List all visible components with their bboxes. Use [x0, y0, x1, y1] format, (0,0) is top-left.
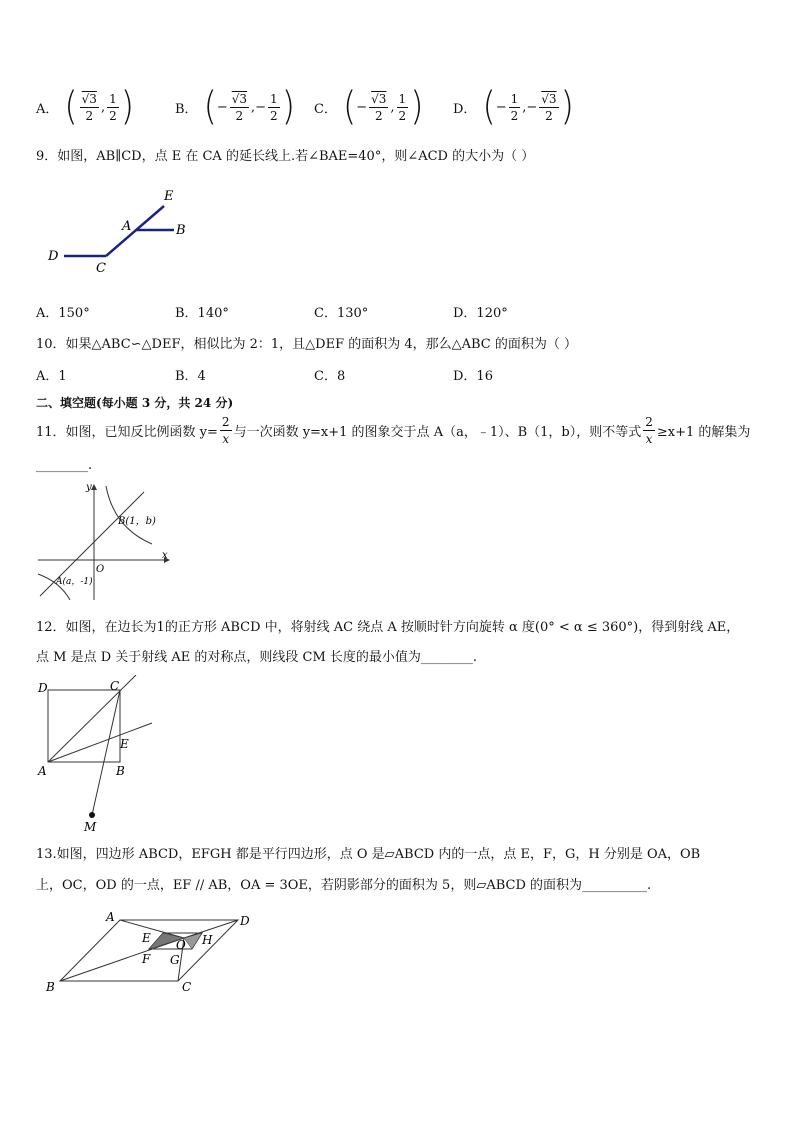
question-12-line1: 12．如图，在边长为1的正方形 ABCD 中，将射线 AC 绕点 A 按顺时针方向旋转 α 度(0° < α ≤ 360°)，得到射线 AE，: [36, 620, 740, 635]
q10-option-d: D．16: [453, 369, 493, 384]
label-M: M: [84, 820, 97, 834]
q11-figure: [36, 478, 176, 602]
comma: ,: [100, 99, 106, 115]
fraction: $\frac{1}{2}$: [398, 91, 407, 123]
q9-option-d: D．120°: [453, 306, 508, 321]
option-a: [36, 84, 134, 130]
label-D: D: [240, 914, 250, 928]
fraction: $\frac{√3}{2}$: [81, 91, 97, 123]
option-label: D．: [453, 101, 477, 117]
left-paren: (: [203, 84, 217, 130]
section-title: 二、填空题(每小题 3 分，共 24 分): [36, 396, 234, 410]
question-9-text: 9．如图，AB∥CD，点 E 在 CA 的延长线上.若∠BAE=40°，则∠ACD 的大小为（ ）: [36, 149, 535, 164]
right-paren: ): [410, 84, 424, 130]
option-d: [453, 84, 574, 130]
q11-text-b: 与一次函数 y=x+1 的图象交于点 A（a，﹣1）、B（1，b），则不等式: [233, 424, 642, 440]
question-10-text: 10．如果△ABC∽△DEF，相似比为 2：1，且△DEF 的面积为 4，那么△ABC 的面积为（ ）: [36, 337, 578, 352]
fraction: $\frac{1}{2}$: [510, 91, 519, 123]
label-G: G: [170, 953, 180, 967]
option-label: A．: [36, 101, 59, 117]
q10-option-b: B．4: [175, 369, 206, 384]
option-label: C．: [314, 101, 337, 117]
option-b: [175, 84, 295, 130]
right-paren: ): [281, 84, 295, 130]
q10-option-c: C．8: [314, 369, 346, 384]
left-paren: (: [342, 84, 357, 130]
fraction: $\frac{√3}{2}$: [231, 91, 248, 123]
option-c: [314, 84, 423, 130]
q11-answer-blank: ________.: [36, 458, 93, 473]
fraction: $\frac{√3}{2}$: [541, 91, 557, 123]
right-paren: ): [560, 84, 574, 130]
label-B: B: [46, 980, 55, 994]
label-O: O: [96, 564, 105, 575]
label-B: B(1，b): [118, 516, 156, 527]
fraction: $\frac{1}{2}$: [109, 91, 117, 123]
label-C: C: [182, 980, 192, 994]
label-C: C: [110, 679, 120, 693]
comma: ,−: [522, 99, 538, 115]
question-13-line1: 13.如图，四边形 ABCD，EFGH 都是平行四边形，点 O 是▱ABCD 内的一点，点 E，F，G，H 分别是 OA，OB: [36, 847, 701, 862]
question-13-line2: 上，OC，OD 的一点，EF // AB，OA = 3OE，若阴影部分的面积为 5，则▱ABCD 的面积为__________.: [36, 878, 652, 893]
label-H: H: [202, 933, 213, 947]
fraction: $\frac{2}{x}$: [645, 414, 653, 446]
minus-sign: −: [495, 99, 507, 115]
label-D: D: [48, 249, 59, 264]
label-E: E: [164, 189, 174, 204]
label-E: E: [142, 931, 151, 945]
left-paren: (: [64, 84, 78, 130]
label-B: B: [176, 223, 186, 238]
q9-figure: [36, 180, 216, 280]
q9-option-c: C．130°: [314, 306, 369, 321]
label-y: y: [86, 482, 92, 493]
label-D: D: [38, 681, 48, 695]
right-paren: ): [120, 84, 134, 130]
q12-figure: [36, 675, 166, 835]
label-A: A(a，-1): [56, 577, 93, 587]
label-C: C: [96, 261, 106, 276]
label-A: A: [38, 764, 47, 778]
label-B: B: [116, 764, 125, 778]
fraction: $\frac{2}{x}$: [221, 414, 230, 446]
label-A: A: [122, 219, 132, 234]
label-F: F: [142, 952, 151, 966]
label-A: A: [106, 910, 115, 924]
comma: ,−: [251, 99, 267, 115]
minus-sign: −: [216, 99, 228, 115]
option-label: B．: [175, 101, 198, 117]
fraction: $\frac{1}{2}$: [270, 91, 278, 123]
comma: ,: [390, 99, 395, 115]
label-O: O: [176, 938, 186, 952]
q10-option-a: A．1: [36, 369, 67, 384]
fraction: $\frac{√3}{2}$: [371, 91, 387, 123]
question-11-text: [36, 410, 750, 450]
left-paren: (: [482, 84, 496, 130]
question-12-line2: 点 M 是点 D 关于射线 AE 的对称点，则线段 CM 长度的最小值为________.: [36, 650, 478, 665]
label-x: x: [162, 550, 168, 561]
label-E: E: [120, 737, 129, 751]
minus-sign: −: [356, 99, 368, 115]
q11-text-a: 11．如图，已知反比例函数 y=: [36, 424, 218, 440]
q9-option-a: A．150°: [36, 306, 90, 321]
q9-option-b: B．140°: [175, 306, 229, 321]
q13-figure: [36, 905, 266, 995]
q11-text-c: ≥x+1 的解集为: [656, 424, 751, 440]
